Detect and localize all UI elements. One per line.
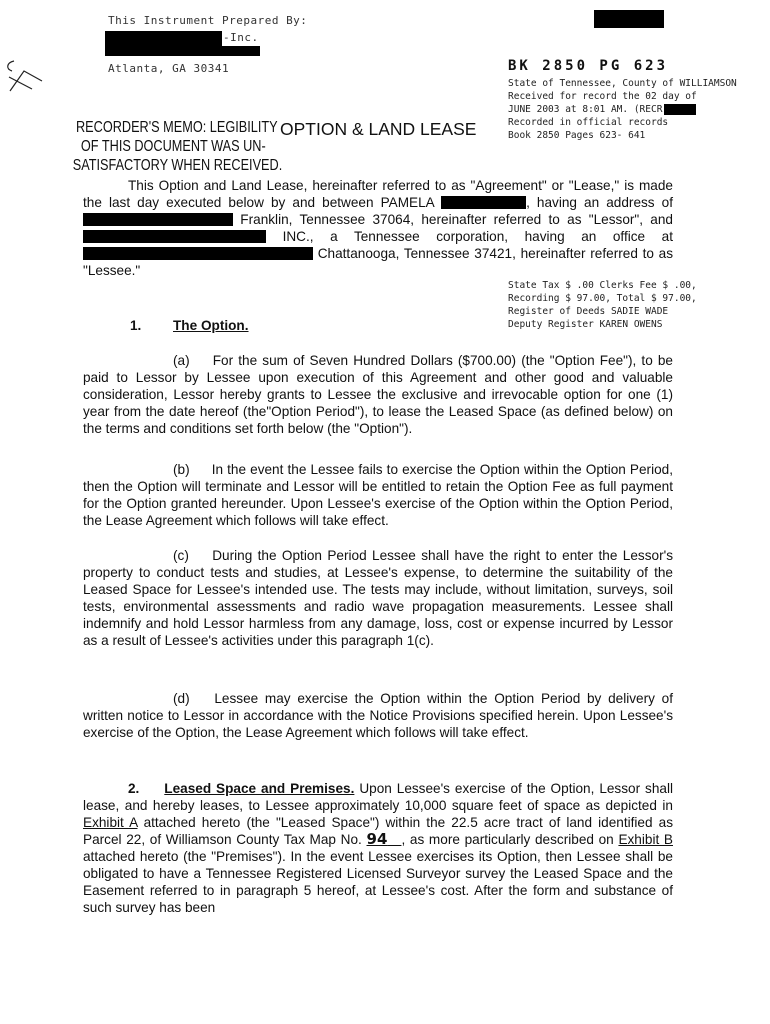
redacted-preparer-name: [105, 31, 222, 46]
section-1-paragraph-a: (a) For the sum of Seven Hundred Dollars ($700.00) (the "Option Fee"), to be paid to Lessor by Lessee upon execution of this Agreement and other good and valuable consideration, Lessor hereby grants to Lessee the exclusive and irrevocable option for one (1) year from the date hereof (the"Option Period"), to lease the Leased Space (as defined below) on the terms and conditions set forth below (the "Option").: [83, 353, 673, 436]
fee-line: Register of Deeds SADIE WADE: [508, 306, 669, 317]
section-1-paragraph-d: (d) Lessee may exercise the Option within the Option Period by delivery of written notice to Lessor in accordance with the Notice Provisions specified herein. Upon Lessee's exercise of the Option, the Lease Agreement which follows will take effect.: [83, 691, 673, 740]
recorders-memo: [72, 118, 283, 175]
redacted-preparer-address: [105, 46, 260, 56]
document-title: OPTION & LAND LEASE: [280, 119, 477, 139]
redacted-lessee-address: [83, 247, 313, 260]
recording-line: State of Tennessee, County of WILLIAMSON: [508, 78, 737, 89]
fee-line: Recording $ 97.00, Total $ 97.00,: [508, 293, 697, 304]
recording-stamp: [508, 77, 737, 142]
recording-line: Book 2850 Pages 623- 641: [508, 130, 646, 141]
redacted-lessor-surname: [441, 196, 526, 209]
section-1-paragraph-b: (b) In the event the Lessee fails to exercise the Option within the Option Period, then the Option will terminate and Lessor will be entitled to retain the Option Fee as full payment for the Option granted hereunder. Upon Lessee's exercise of the Option within the Option Period, the Lease Agreement which follows will take effect.: [83, 462, 673, 528]
fee-line: Deputy Register KAREN OWENS: [508, 319, 663, 330]
redacted-lessor-address: [83, 213, 233, 226]
fee-stamp: [508, 279, 697, 331]
exhibit-b-reference: Exhibit B: [618, 832, 673, 847]
section-1-title: The Option.: [173, 318, 249, 333]
recording-line: Recorded in official records: [508, 117, 669, 128]
section-2-title: Leased Space and Premises.: [164, 781, 355, 796]
section-2-paragraph: 2. Leased Space and Premises. Upon Lessee's exercise of the Option, Lessor shall lease, and hereby leases, to Lessee approximately 10,000 square feet of space as depicted in Exhibit A attached hereto (the "Leased Space") within the 22.5 acre tract of land identified as Parcel 22, of Williamson County Tax Map No. 94 , as more particularly described on Exhibit B attached hereto (the "Premises"). In the event Lessee exercises its Option, then Lessee shall be obligated to have a Tennessee Registered Licensed Surveyor survey the Leased Space and the Easement referred to in paragraph 5 hereof, at Lessee's cost. After the form and substance of such survey has been: [83, 781, 674, 915]
handwritten-margin-mark: [2, 55, 50, 95]
memo-line: RECORDER'S MEMO: LEGIBILITY: [76, 119, 278, 136]
section-1-paragraph-c: (c) During the Option Period Lessee shall have the right to enter the Lessor's property to conduct tests and studies, at Lessee's expense, to determine the suitability of the Leased Space for Lessee's intended use. The tests may include, without limitation, surveys, soil tests, environmental assessments and radio wave propagation measurements. Lessee shall indemnify and hold Lessor harmless from any damage, loss, cost or expense incurred by Lessor as a result of Lessee's activities under this paragraph 1(c).: [83, 548, 673, 648]
redacted-top-right-box: [594, 10, 664, 28]
prepared-by-label: This Instrument Prepared By:: [108, 14, 308, 27]
memo-line: OF THIS DOCUMENT WAS UN-: [80, 138, 266, 155]
handwritten-tax-map-number: 94: [366, 830, 388, 848]
exhibit-a-reference: Exhibit A: [83, 815, 138, 830]
book-page-number: BK 2850 PG 623: [508, 58, 669, 74]
memo-line: SATISFACTORY WHEN RECEIVED.: [72, 157, 283, 174]
section-2-number: 2.: [128, 781, 140, 796]
intro-paragraph: This Option and Land Lease, hereinafter referred to as "Agreement" or "Lease," is made the last day executed below by and between PAMELA , having an address of Franklin, Tennessee 37064, hereinafter referred to as "Lessor", and INC., a Tennessee corporation, having an office at Chattanooga, Tennessee 37421, hereinafter referred to as "Lessee.": [83, 178, 674, 278]
recording-line: Received for record the 02 day of: [508, 91, 697, 102]
redacted-lessee-name: [83, 230, 266, 243]
preparer-company-suffix: -Inc.: [223, 31, 259, 44]
preparer-city: Atlanta, GA 30341: [108, 62, 230, 75]
fee-line: State Tax $ .00 Clerks Fee $ .00,: [508, 280, 697, 291]
redacted-stamp-code: [664, 104, 696, 115]
recording-line: JUNE 2003 at 8:01 AM. (RECR: [508, 103, 737, 116]
section-1-number: 1.: [130, 318, 142, 333]
